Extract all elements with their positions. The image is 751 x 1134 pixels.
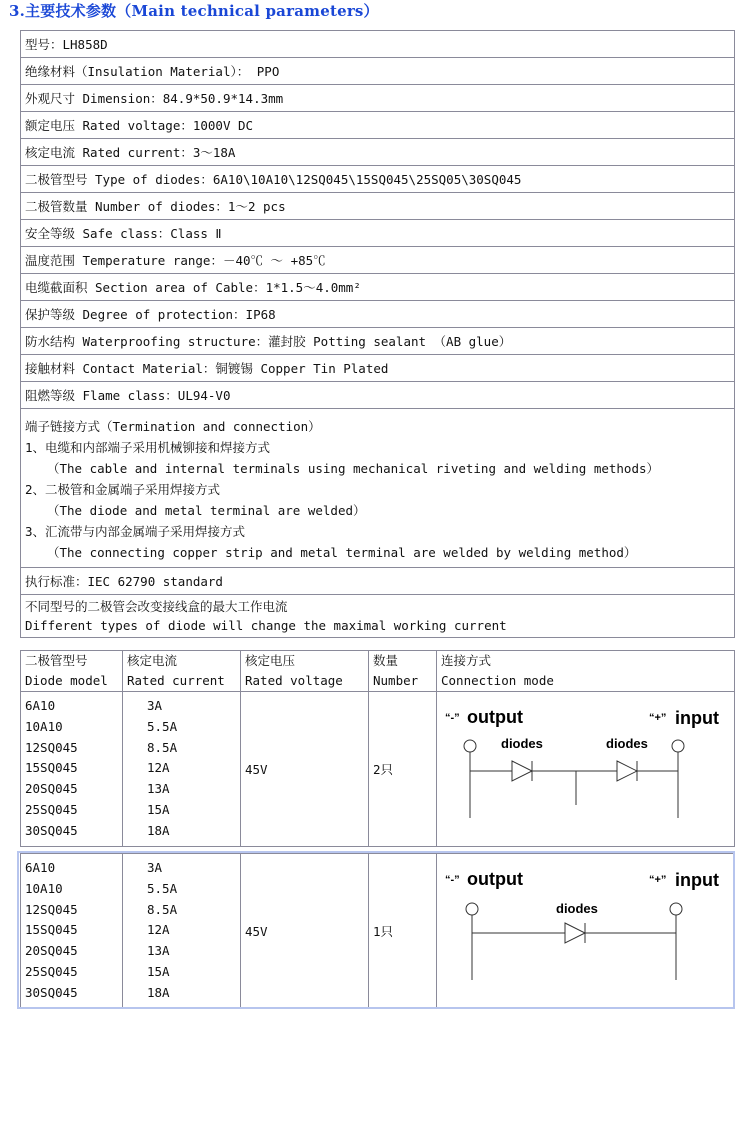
param-standard: 执行标准：IEC 62790 standard [21,568,735,595]
current-list: 3A 5.5A 8.5A 12A 13A 15A 18A [123,692,241,847]
param-rated-current: 核定电流 Rated current：3～18A [21,139,735,166]
termination-title: 端子链接方式（Termination and connection） [25,418,321,434]
diode-note [21,595,735,638]
two-diode-schematic [437,693,733,843]
termination-line-2: 2、二极管和金属端子采用焊接方式 [25,481,221,497]
count-value: 2只 [369,692,437,847]
diodes-label: diodes [556,900,598,916]
output-quote: “-” [445,711,460,724]
input-terminal-icon [672,740,684,752]
section-heading: 3.主要技术参数（Main technical parameters） [9,2,379,20]
termination-line-2-en: （The diode and metal terminal are welded） [47,502,366,518]
diode-table-two [20,650,735,847]
voltage-value: 45V [241,854,369,1009]
current-list: 3A 5.5A 8.5A 12A 13A 15A 18A [123,854,241,1009]
output-label: output [467,868,523,889]
param-model: 型号：LH858D [21,31,735,58]
input-quote: “+” [649,873,667,886]
param-protection: 保护等级 Degree of protection：IP68 [21,301,735,328]
param-safe-class: 安全等级 Safe class：Class Ⅱ [21,220,735,247]
one-diode-schematic [437,855,733,1005]
output-label: output [467,706,523,727]
param-waterproofing: 防水结构 Waterproofing structure：灌封胶 Potting sealant （AB glue） [21,328,735,355]
diode-table-one [20,853,735,1009]
input-quote: “+” [649,711,667,724]
diodes-label-2: diodes [606,735,648,751]
termination-cell [21,409,735,568]
param-contact-material: 接触材料 Contact Material：铜镀锡 Copper Tin Plated [21,355,735,382]
param-dimension: 外观尺寸 Dimension：84.9*50.9*14.3mm [21,85,735,112]
input-label: input [675,869,719,890]
diode-icon-1 [512,761,532,781]
termination-line-1: 1、电缆和内部端子采用机械铆接和焊接方式 [25,439,271,455]
header-rated-current: 核定电流 Rated current [123,651,241,692]
param-cable-section: 电缆截面积 Section area of Cable：1*1.5～4.0mm² [21,274,735,301]
output-terminal-icon [466,903,478,915]
termination-line-3: 3、汇流带与内部金属端子采用焊接方式 [25,523,246,539]
param-diode-types: 二极管型号 Type of diodes：6A10\10A10\12SQ045\15SQ045\25SQ05\30SQ045 [21,166,735,193]
table-row [21,854,735,1009]
header-number: 数量 Number [369,651,437,692]
header-rated-voltage: 核定电压 Rated voltage [241,651,369,692]
one-diode-diagram [437,854,735,1009]
param-diode-number: 二极管数量 Number of diodes：1～2 pcs [21,193,735,220]
input-label: input [675,707,719,728]
param-flame-class: 阻燃等级 Flame class：UL94-V0 [21,382,735,409]
param-insulation: 绝缘材料（Insulation Material）： PPO [21,58,735,85]
voltage-value: 45V [241,692,369,847]
model-list: 6A10 10A10 12SQ045 15SQ045 20SQ045 25SQ045 30SQ045 [21,854,123,1009]
diode-icon-2 [617,761,637,781]
header-connection-mode: 连接方式 Connection mode [437,651,735,692]
model-list: 6A10 10A10 12SQ045 15SQ045 20SQ045 25SQ045 30SQ045 [21,692,123,847]
two-diode-diagram [437,692,735,847]
param-temperature: 温度范围 Temperature range：－40℃ ～ +85℃ [21,247,735,274]
count-value: 1只 [369,854,437,1009]
diode-note-cn: 不同型号的二极管会改变接线盒的最大工作电流 [25,599,288,614]
table-row [21,692,735,847]
diode-note-en: Different types of diode will change the maximal working current [25,618,507,633]
input-terminal-icon [670,903,682,915]
diode-icon [565,923,585,943]
output-terminal-icon [464,740,476,752]
termination-line-1-en: （The cable and internal terminals using mechanical riveting and welding methods） [47,460,659,476]
header-diode-model: 二极管型号 Diode model [21,651,123,692]
diodes-label-1: diodes [501,735,543,751]
termination-line-3-en: （The connecting copper strip and metal terminal are welded by welding method） [47,544,637,560]
param-rated-voltage: 额定电压 Rated voltage：1000V DC [21,112,735,139]
diode-table-header [21,651,735,692]
output-quote: “-” [445,873,460,886]
parameters-table [20,30,735,638]
